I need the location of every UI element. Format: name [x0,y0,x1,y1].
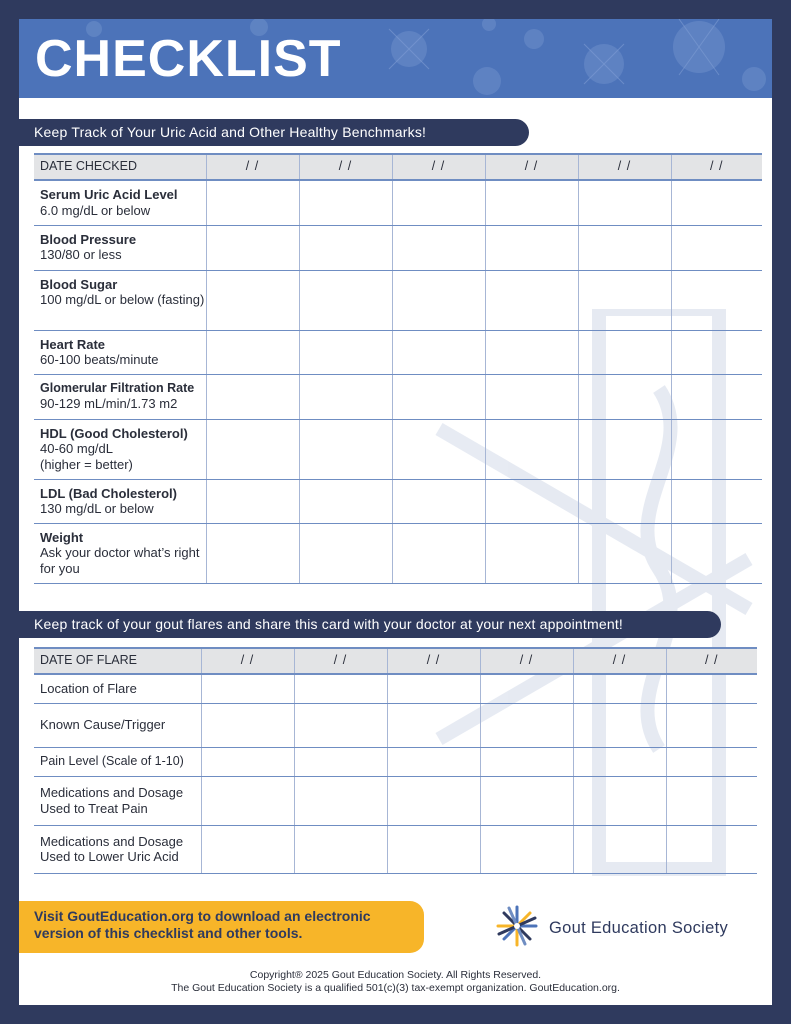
entry-cell[interactable] [387,776,480,825]
entry-cell[interactable] [299,374,392,419]
entry-cell[interactable] [578,270,671,330]
checklist-page [19,19,772,1005]
entry-cell[interactable] [573,776,666,825]
entry-cell[interactable] [671,180,762,225]
entry-cell[interactable] [578,479,671,523]
row-label: Medications and Dosage Used to Lower Uric Acid [34,825,201,873]
table-row [34,374,762,419]
row-label: Known Cause/Trigger [34,703,201,747]
entry-cell[interactable] [573,825,666,873]
entry-cell[interactable] [392,180,485,225]
entry-cell[interactable] [206,270,299,330]
entry-cell[interactable] [671,330,762,374]
table-row [34,225,762,270]
entry-cell[interactable] [299,180,392,225]
entry-cell[interactable] [201,776,294,825]
entry-cell[interactable] [573,703,666,747]
entry-cell[interactable] [485,523,578,583]
entry-cell[interactable] [578,374,671,419]
entry-cell[interactable] [392,523,485,583]
copyright-line: Copyright® 2025 Gout Education Society. All Rights Reserved. [249,969,542,981]
table-row [34,776,757,825]
row-detail: 130 mg/dL or below [40,501,154,516]
entry-cell[interactable] [299,479,392,523]
starburst-logo-icon [489,901,545,951]
date-field[interactable]: / / [480,648,573,674]
entry-cell[interactable] [201,674,294,703]
date-field[interactable]: / / [294,648,387,674]
date-field[interactable]: / / [201,648,294,674]
entry-cell[interactable] [206,479,299,523]
entry-cell[interactable] [299,270,392,330]
entry-cell[interactable] [485,180,578,225]
row-detail: 100 mg/dL or below (fasting) [40,292,205,307]
section2-banner: Keep track of your gout flares and share this card with your doctor at your next appointment! [19,611,721,638]
row-label: Medications and Dosage Used to Treat Pain [34,776,201,825]
entry-cell[interactable] [666,776,757,825]
entry-cell[interactable] [578,330,671,374]
row-detail: 60-100 beats/minute [40,352,159,367]
entry-cell[interactable] [671,479,762,523]
entry-cell[interactable] [206,330,299,374]
date-field[interactable]: / / [392,154,485,180]
entry-cell[interactable] [485,479,578,523]
date-field[interactable]: / / [387,648,480,674]
entry-cell[interactable] [387,674,480,703]
entry-cell[interactable] [392,270,485,330]
entry-cell[interactable] [578,225,671,270]
row-label: Location of Flare [34,674,201,703]
table-row [34,747,757,776]
entry-cell[interactable] [392,419,485,479]
entry-cell[interactable] [480,776,573,825]
cta-line-2: version of this checklist and other tools. [34,925,303,941]
entry-cell[interactable] [294,776,387,825]
entry-cell[interactable] [485,225,578,270]
row-detail: 130/80 or less [40,247,122,262]
cta-line-1: Visit GoutEducation.org to download an electronic [34,908,371,924]
table-header-row [34,648,757,674]
download-cta[interactable] [19,901,424,953]
row-label: LDL (Bad Cholesterol) [40,485,177,501]
entry-cell[interactable] [666,703,757,747]
entry-cell[interactable] [480,703,573,747]
entry-cell[interactable] [671,523,762,583]
row-detail: Ask your doctor what’s right for you [40,545,200,576]
table-row [34,180,762,225]
row-label: Blood Pressure [40,231,137,247]
entry-cell[interactable] [294,703,387,747]
row-label: Glomerular Filtration Rate [40,380,195,395]
table-row [34,674,757,703]
benchmarks-table [34,153,762,584]
table-row [34,825,757,873]
entry-cell[interactable] [573,674,666,703]
entry-cell[interactable] [666,674,757,703]
entry-cell[interactable] [485,330,578,374]
entry-cell[interactable] [294,825,387,873]
entry-cell[interactable] [392,330,485,374]
entry-cell[interactable] [671,225,762,270]
gout-education-society-logo [489,901,769,951]
entry-cell[interactable] [387,825,480,873]
entry-cell[interactable] [299,523,392,583]
entry-cell[interactable] [480,825,573,873]
entry-cell[interactable] [206,523,299,583]
row-detail: 6.0 mg/dL or below [40,202,151,218]
footer [19,969,772,995]
date-field[interactable]: / / [206,154,299,180]
entry-cell[interactable] [666,747,757,776]
entry-cell[interactable] [206,419,299,479]
entry-cell[interactable] [485,270,578,330]
entry-cell[interactable] [206,225,299,270]
entry-cell[interactable] [578,180,671,225]
entry-cell[interactable] [573,747,666,776]
date-checked-header: DATE CHECKED [34,154,206,180]
entry-cell[interactable] [392,225,485,270]
entry-cell[interactable] [206,374,299,419]
entry-cell[interactable] [299,419,392,479]
logo-name: Gout Education Society [549,919,729,937]
entry-cell[interactable] [392,374,485,419]
entry-cell[interactable] [480,747,573,776]
table-row [34,270,762,330]
date-field[interactable]: / / [299,154,392,180]
row-detail: 40-60 mg/dL (higher = better) [40,441,133,472]
table-row [34,703,757,747]
flare-table [34,647,757,874]
entry-cell[interactable] [294,747,387,776]
nonprofit-line: The Gout Education Society is a qualified 501(c)(3) tax-exempt organization. GoutEducation.org. [171,982,620,994]
date-field[interactable]: / / [666,648,757,674]
entry-cell[interactable] [201,825,294,873]
entry-cell[interactable] [578,523,671,583]
date-field[interactable]: / / [573,648,666,674]
entry-cell[interactable] [387,703,480,747]
row-label: Weight [40,529,84,545]
table-header-row [34,154,762,180]
entry-cell[interactable] [485,419,578,479]
entry-cell[interactable] [578,419,671,479]
table-row [34,330,762,374]
entry-cell[interactable] [294,674,387,703]
date-field[interactable]: / / [578,154,671,180]
date-of-flare-header: DATE OF FLARE [34,648,201,674]
entry-cell[interactable] [299,330,392,374]
entry-cell[interactable] [480,674,573,703]
row-label: HDL (Good Cholesterol) [40,425,188,441]
table-row [34,419,762,479]
row-detail: 90-129 mL/min/1.73 m2 [40,396,178,411]
date-field[interactable]: / / [485,154,578,180]
entry-cell[interactable] [387,747,480,776]
entry-cell[interactable] [201,747,294,776]
page-title: CHECKLIST [35,30,342,88]
row-label: Heart Rate [40,336,106,352]
entry-cell[interactable] [201,703,294,747]
row-label: Pain Level (Scale of 1-10) [34,747,201,776]
row-label: Serum Uric Acid Level [40,187,178,202]
entry-cell[interactable] [485,374,578,419]
header-banner [19,19,772,98]
section1-banner: Keep Track of Your Uric Acid and Other Healthy Benchmarks! [19,119,529,146]
entry-cell[interactable] [671,374,762,419]
entry-cell[interactable] [392,479,485,523]
date-field[interactable]: / / [671,154,762,180]
entry-cell[interactable] [671,419,762,479]
row-label: Blood Sugar [40,276,118,292]
table-row [34,523,762,583]
entry-cell[interactable] [299,225,392,270]
entry-cell[interactable] [206,180,299,225]
entry-cell[interactable] [671,270,762,330]
table-row [34,479,762,523]
entry-cell[interactable] [666,825,757,873]
